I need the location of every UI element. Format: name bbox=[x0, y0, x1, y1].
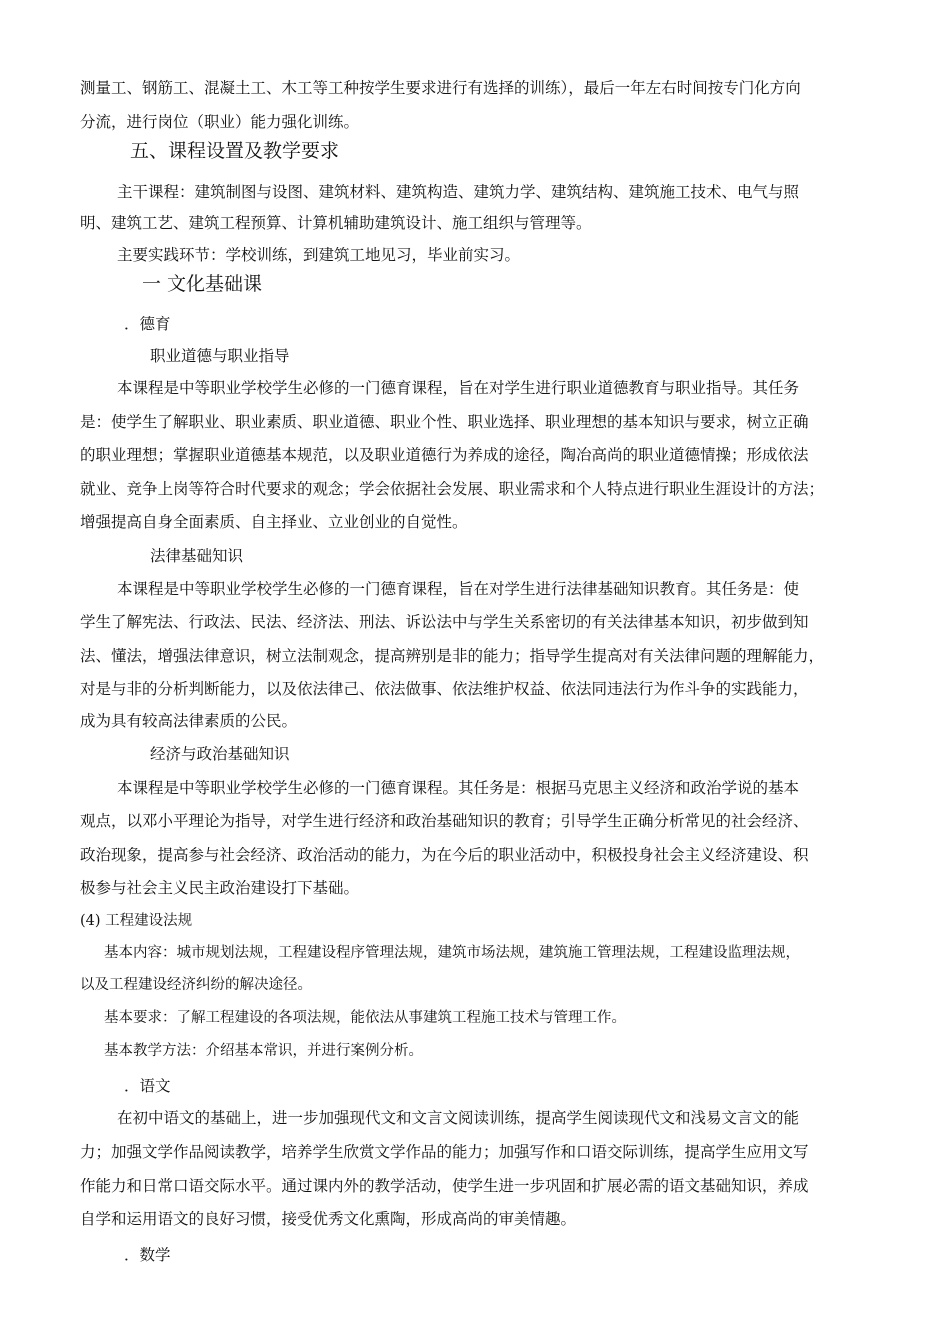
career-ethics-line-1: 本课程是中等职业学校学生必修的一门德育课程，旨在对学生进行职业道德教育与职业指导。其任务 bbox=[117, 379, 800, 397]
law-basics-line-4: 对是与非的分析判断能力，以及依法律己、依法做事、依法维护权益、依法同违法行为作斗争的实践能力， bbox=[80, 680, 809, 698]
course-title-law-basics: 法律基础知识 bbox=[150, 547, 244, 565]
career-ethics-line-2: 是：使学生了解职业、职业素质、职业道德、职业个性、职业选择、职业理想的基本知识与要求，树立正确 bbox=[80, 413, 809, 431]
course-title-career-ethics: 职业道德与职业指导 bbox=[150, 347, 290, 365]
law-basics-line-3: 法、懂法，增强法律意识，树立法制观念，提高辨别是非的能力；指导学生提高对有关法律问题的理解能力， bbox=[80, 647, 825, 665]
intro-line-2: 分流，进行岗位（职业）能力强化训练。 bbox=[80, 113, 360, 131]
construction-law-content-2: 以及工程建设经济纠纷的解决途径。 bbox=[80, 977, 312, 993]
career-ethics-line-3: 的职业理想；掌握职业道德基本规范，以及职业道德行为养成的途径，陶冶高尚的职业道德情操；形成依法 bbox=[80, 446, 809, 464]
math-label: ．数学 bbox=[124, 1246, 171, 1264]
construction-law-method: 基本教学方法：介绍基本常识，并进行案例分析。 bbox=[104, 1043, 423, 1059]
section-5-title: 五、课程设置及教学要求 bbox=[130, 140, 340, 162]
practice-line: 主要实践环节：学校训练，到建筑工地见习，毕业前实习。 bbox=[117, 246, 521, 264]
economics-politics-line-3: 政治现象，提高参与社会经济、政治活动的能力，为在今后的职业活动中，积极投身社会主义经济建设、积 bbox=[80, 846, 809, 864]
law-basics-line-2: 学生了解宪法、行政法、民法、经济法、刑法、诉讼法中与学生关系密切的有关法律基本知识，初步做到知 bbox=[80, 613, 809, 631]
construction-law-requirement: 基本要求：了解工程建设的各项法规，能依法从事建筑工程施工技术与管理工作。 bbox=[104, 1010, 626, 1026]
chinese-label: ．语文 bbox=[124, 1077, 171, 1095]
main-courses-line-2: 明、建筑工艺、建筑工程预算、计算机辅助建筑设计、施工组织与管理等。 bbox=[80, 214, 592, 232]
construction-law-content-1: 基本内容：城市规划法规，工程建设程序管理法规，建筑市场法规，建筑施工管理法规，工程建设监理法规， bbox=[104, 945, 800, 961]
course-title-economics-politics: 经济与政治基础知识 bbox=[150, 745, 290, 763]
intro-line-1: 测量工、钢筋工、混凝土工、木工等工种按学生要求进行有选择的训练），最后一年左右时间按专门化方向 bbox=[80, 79, 801, 97]
chinese-line-1: 在初中语文的基础上，进一步加强现代文和文言文阅读训练，提高学生阅读现代文和浅易文言文的能 bbox=[117, 1109, 800, 1127]
chinese-line-2: 力；加强文学作品阅读教学，培养学生欣赏文学作品的能力；加强写作和口语交际训练，提高学生应用文写 bbox=[80, 1143, 809, 1161]
moral-education-label: ．德育 bbox=[124, 315, 171, 333]
chinese-line-3: 作能力和日常口语交际水平。通过课内外的教学活动，使学生进一步巩固和扩展必需的语文基础知识，养成 bbox=[80, 1177, 809, 1195]
law-basics-line-5: 成为具有较高法律素质的公民。 bbox=[80, 712, 298, 730]
economics-politics-line-2: 观点，以邓小平理论为指导，对学生进行经济和政治基础知识的教育；引导学生正确分析常见的社会经济、 bbox=[80, 812, 809, 830]
part-1-title: 一 文化基础课 bbox=[142, 273, 263, 295]
chinese-line-4: 自学和运用语文的良好习惯，接受优秀文化熏陶，形成高尚的审美情趣。 bbox=[80, 1210, 577, 1228]
career-ethics-line-4: 就业、竞争上岗等符合时代要求的观念；学会依据社会发展、职业需求和个人特点进行职业生涯设计的方法； bbox=[80, 480, 825, 498]
career-ethics-line-5: 增强提高自身全面素质、自主择业、立业创业的自觉性。 bbox=[80, 513, 468, 531]
economics-politics-line-1: 本课程是中等职业学校学生必修的一门德育课程。其任务是：根据马克思主义经济和政治学说的基本 bbox=[117, 779, 800, 797]
main-courses-line-1: 主干课程：建筑制图与设图、建筑材料、建筑构造、建筑力学、建筑结构、建筑施工技术、电气与照 bbox=[117, 183, 800, 201]
economics-politics-line-4: 极参与社会主义民主政治建设打下基础。 bbox=[80, 879, 360, 897]
course-title-construction-law: (4) 工程建设法规 bbox=[80, 913, 193, 929]
law-basics-line-1: 本课程是中等职业学校学生必修的一门德育课程，旨在对学生进行法律基础知识教育。其任务是：使 bbox=[117, 580, 800, 598]
